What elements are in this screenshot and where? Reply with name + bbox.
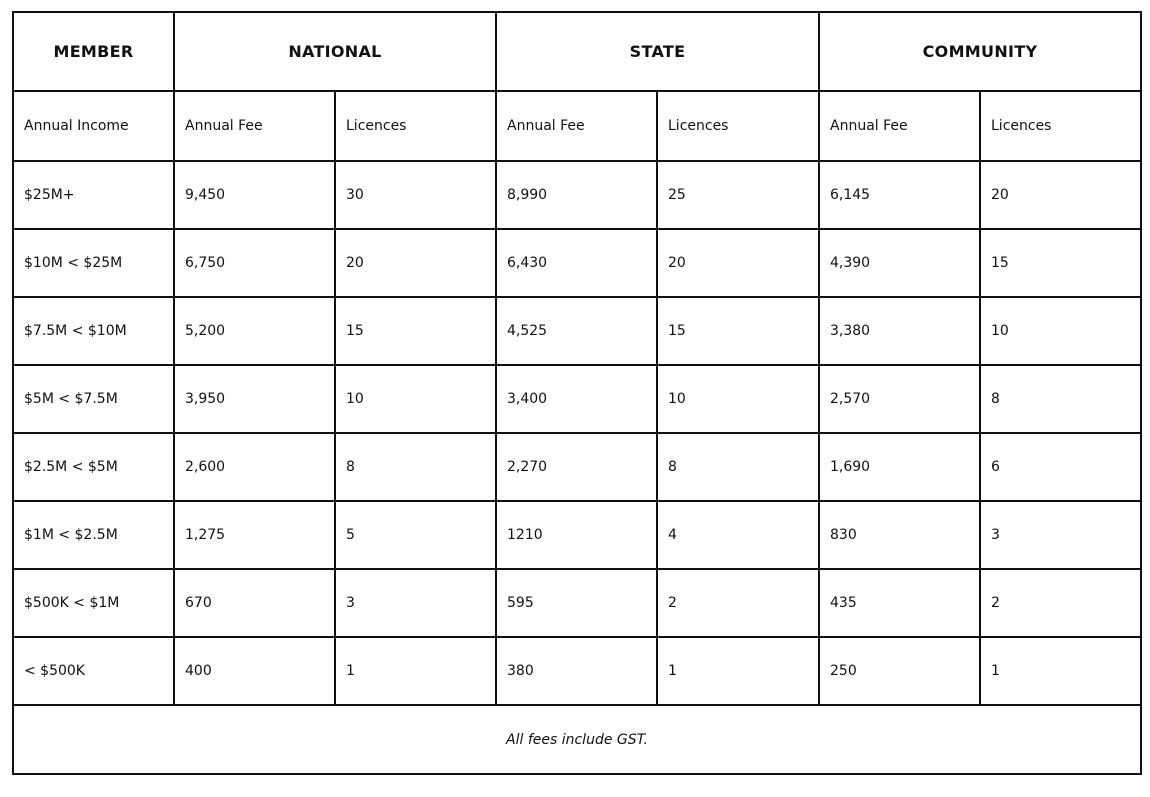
national-licences-cell: 15 [335,297,496,365]
state-fee-cell: 8,990 [496,161,657,229]
national-licences-subheader: Licences [335,91,496,161]
national-fee-cell: 6,750 [174,229,335,297]
community-fee-subheader: Annual Fee [819,91,980,161]
national-fee-cell: 5,200 [174,297,335,365]
state-licences-cell: 8 [657,433,819,501]
income-cell: < $500K [13,637,174,705]
national-licences-cell: 3 [335,569,496,637]
community-licences-cell: 6 [980,433,1141,501]
state-licences-cell: 25 [657,161,819,229]
community-licences-cell: 2 [980,569,1141,637]
table-row [13,637,1141,705]
national-licences-cell: 5 [335,501,496,569]
community-licences-cell: 1 [980,637,1141,705]
income-cell: $5M < $7.5M [13,365,174,433]
fee-table-container [12,11,1142,775]
national-licences-cell: 30 [335,161,496,229]
community-licences-cell: 3 [980,501,1141,569]
state-licences-cell: 15 [657,297,819,365]
income-subheader: Annual Income [13,91,174,161]
income-cell: $7.5M < $10M [13,297,174,365]
state-fee-cell: 595 [496,569,657,637]
state-fee-subheader: Annual Fee [496,91,657,161]
table-row [13,501,1141,569]
national-fee-cell: 1,275 [174,501,335,569]
community-licences-cell: 20 [980,161,1141,229]
national-licences-cell: 1 [335,637,496,705]
table-row [13,433,1141,501]
state-fee-cell: 4,525 [496,297,657,365]
community-licences-subheader: Licences [980,91,1141,161]
community-licences-cell: 15 [980,229,1141,297]
community-fee-cell: 830 [819,501,980,569]
footer-row [13,705,1141,774]
community-fee-cell: 3,380 [819,297,980,365]
table-row [13,229,1141,297]
state-licences-cell: 2 [657,569,819,637]
membership-fee-table [12,11,1142,775]
community-licences-cell: 10 [980,297,1141,365]
community-header: COMMUNITY [819,12,1141,91]
state-licences-cell: 1 [657,637,819,705]
state-fee-cell: 3,400 [496,365,657,433]
state-header: STATE [496,12,819,91]
income-cell: $25M+ [13,161,174,229]
state-fee-cell: 1210 [496,501,657,569]
community-fee-cell: 4,390 [819,229,980,297]
state-licences-subheader: Licences [657,91,819,161]
national-fee-cell: 2,600 [174,433,335,501]
national-licences-cell: 8 [335,433,496,501]
member-header: MEMBER [13,12,174,91]
income-cell: $1M < $2.5M [13,501,174,569]
community-fee-cell: 1,690 [819,433,980,501]
income-cell: $10M < $25M [13,229,174,297]
national-fee-cell: 670 [174,569,335,637]
table-row [13,297,1141,365]
national-fee-subheader: Annual Fee [174,91,335,161]
income-cell: $2.5M < $5M [13,433,174,501]
table-row [13,161,1141,229]
national-fee-cell: 3,950 [174,365,335,433]
header-row [13,12,1141,91]
state-licences-cell: 10 [657,365,819,433]
national-licences-cell: 20 [335,229,496,297]
community-fee-cell: 6,145 [819,161,980,229]
table-row [13,365,1141,433]
state-licences-cell: 20 [657,229,819,297]
subheader-row [13,91,1141,161]
national-fee-cell: 9,450 [174,161,335,229]
income-cell: $500K < $1M [13,569,174,637]
state-fee-cell: 2,270 [496,433,657,501]
state-fee-cell: 6,430 [496,229,657,297]
state-fee-cell: 380 [496,637,657,705]
national-fee-cell: 400 [174,637,335,705]
national-header: NATIONAL [174,12,496,91]
community-fee-cell: 435 [819,569,980,637]
table-row [13,569,1141,637]
community-licences-cell: 8 [980,365,1141,433]
state-licences-cell: 4 [657,501,819,569]
national-licences-cell: 10 [335,365,496,433]
community-fee-cell: 250 [819,637,980,705]
community-fee-cell: 2,570 [819,365,980,433]
gst-note: All fees include GST. [13,705,1141,774]
